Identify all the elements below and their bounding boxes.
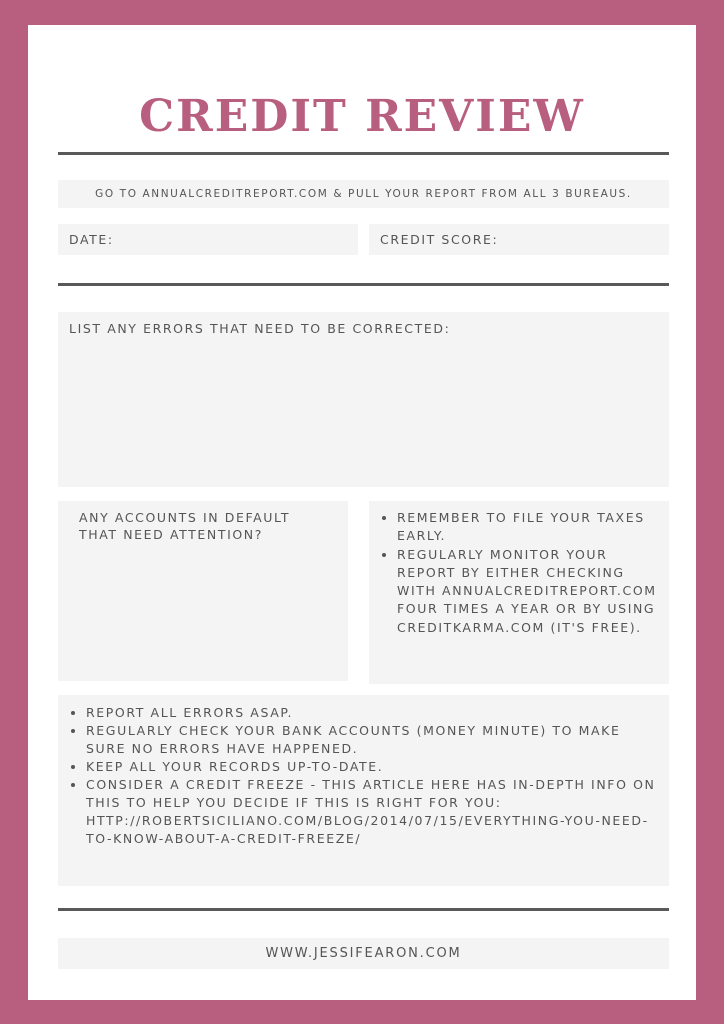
page-title: CREDIT REVIEW: [139, 91, 585, 142]
tips-list: [66, 704, 657, 848]
divider: [58, 152, 669, 155]
errors-prompt: LIST ANY ERRORS THAT NEED TO BE CORRECTED:: [69, 321, 451, 336]
divider: [58, 908, 669, 911]
credit-score-field[interactable]: [369, 224, 669, 255]
worksheet-page: [28, 25, 696, 1000]
footer-website[interactable]: WWW.JESSIFEARON.COM: [58, 938, 669, 969]
default-accounts-field[interactable]: [58, 501, 348, 681]
reminders-list: [377, 509, 663, 637]
credit-score-label: CREDIT SCORE:: [380, 232, 499, 247]
list-item: • REGULARLY MONITOR YOUR REPORT BY EITHER CHECKING WITH ANNUALCREDITREPORT.COM FOUR TIMES A YEAR OR BY USING CREDITKARMA.COM (IT'S FREE).: [397, 546, 663, 637]
tips-box: [58, 695, 669, 886]
list-item: • REPORT ALL ERRORS ASAP.: [86, 704, 657, 722]
list-item: • KEEP ALL YOUR RECORDS UP-TO-DATE.: [86, 758, 657, 776]
instruction-banner: GO TO ANNUALCREDITREPORT.COM & PULL YOUR REPORT FROM ALL 3 BUREAUS.: [58, 180, 669, 208]
list-item: • REGULARLY CHECK YOUR BANK ACCOUNTS (MONEY MINUTE) TO MAKE SURE NO ERRORS HAVE HAPPENED.: [86, 722, 657, 758]
date-label: DATE:: [69, 232, 114, 247]
list-item: • REMEMBER TO FILE YOUR TAXES EARLY.: [397, 509, 663, 546]
default-prompt: ANY ACCOUNTS IN DEFAULT THAT NEED ATTENTION?: [79, 510, 291, 542]
reminders-box: [369, 501, 669, 684]
list-item: • CONSIDER A CREDIT FREEZE - THIS ARTICLE HERE HAS IN-DEPTH INFO ON THIS TO HELP YOU DECIDE IF THIS IS RIGHT FOR YOU: HTTP://ROBERTSICILIANO.COM/BLOG/2014/07/15/EVERYTHING-YOU-NEED-TO-KNOW-ABOUT-A-CREDIT-FREEZE/: [86, 776, 657, 848]
errors-field[interactable]: [58, 312, 669, 487]
date-field[interactable]: [58, 224, 358, 255]
divider: [58, 283, 669, 286]
